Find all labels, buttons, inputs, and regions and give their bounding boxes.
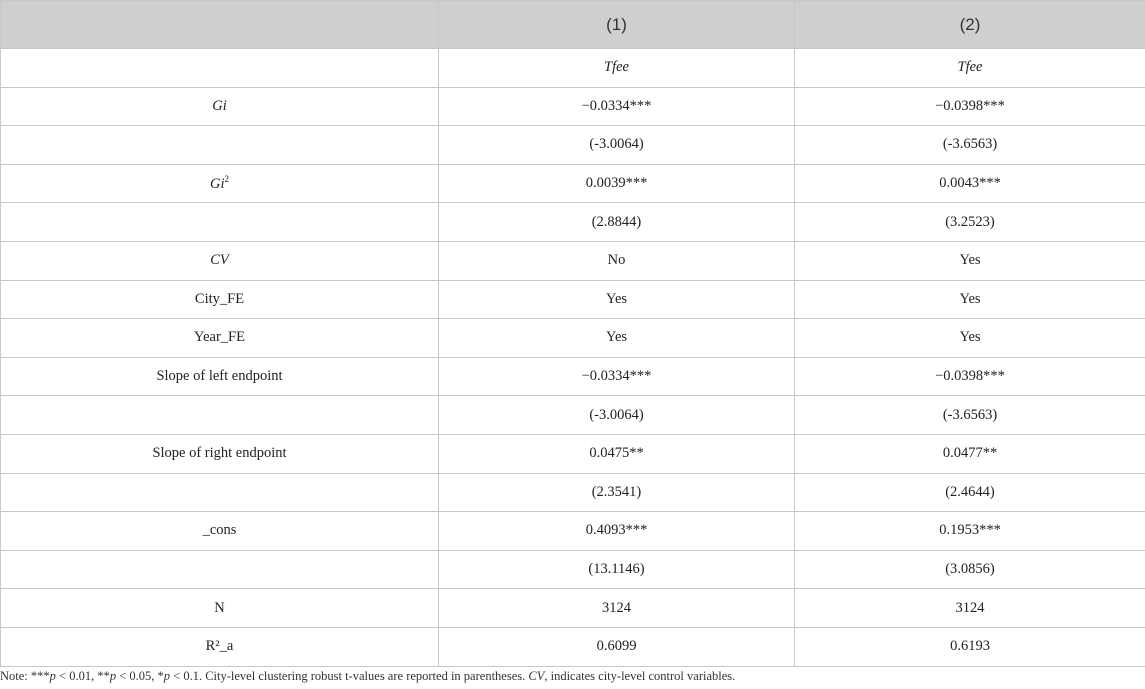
value-cell-model-1: −0.0334***: [439, 87, 795, 126]
value-cell-model-2: 0.0043***: [795, 164, 1145, 203]
note-t2: < 0.05, *: [116, 669, 164, 683]
value-cell-model-1: Yes: [439, 280, 795, 319]
row-label: R²_a: [205, 638, 234, 655]
table-row: [1, 280, 1145, 319]
row-label-cell: [1, 589, 439, 628]
value-cell-model-2: (3.2523): [795, 203, 1145, 242]
row-label: Gi: [210, 175, 225, 192]
row-label-cell: [1, 434, 439, 473]
row-label-cell: [1, 319, 439, 358]
row-label-superscript: 2: [224, 174, 229, 185]
value-cell-model-1: Yes: [439, 319, 795, 358]
value-cell-model-2: (2.4644): [795, 473, 1145, 512]
row-label-cell: [1, 164, 439, 203]
note-prefix: Note: ***: [0, 669, 50, 683]
row-label-cell: [1, 550, 439, 589]
header-cell-label: [1, 1, 439, 49]
row-label-cell: [1, 126, 439, 165]
value-cell-model-2: (-3.6563): [795, 126, 1145, 165]
table-row: [1, 319, 1145, 358]
value-cell-model-1: (13.1146): [439, 550, 795, 589]
table-row: [1, 87, 1145, 126]
note-t4: , indicates city-level control variables.: [544, 669, 736, 683]
value-cell-model-2: Yes: [795, 280, 1145, 319]
table-row: [1, 357, 1145, 396]
value-cell-model-2: 3124: [795, 589, 1145, 628]
value-cell-model-1: (2.8844): [439, 203, 795, 242]
row-label: Slope of right endpoint: [152, 445, 287, 462]
row-label-cell: [1, 49, 439, 88]
row-label: Slope of left endpoint: [156, 368, 283, 385]
note-p2: p: [109, 669, 117, 683]
table-row: [1, 550, 1145, 589]
note-p1: p: [49, 669, 56, 683]
row-label-cell: [1, 357, 439, 396]
row-label: City_FE: [194, 290, 245, 307]
value-cell-model-2: −0.0398***: [795, 87, 1145, 126]
value-cell-model-2: Tfee: [795, 49, 1145, 88]
value-cell-model-1: (2.3541): [439, 473, 795, 512]
row-label-cell: [1, 280, 439, 319]
row-label: N: [214, 599, 225, 616]
table-row: [1, 203, 1145, 242]
row-label-cell: [1, 203, 439, 242]
row-label: CV: [210, 252, 229, 269]
value-cell-model-2: Yes: [795, 241, 1145, 280]
value-cell-model-1: 0.6099: [439, 627, 795, 666]
row-label: Gi: [212, 97, 227, 114]
row-label-cell: [1, 473, 439, 512]
value-cell-model-1: 0.4093***: [439, 512, 795, 551]
header-cell-model-2: (2): [795, 1, 1145, 49]
table-row: [1, 627, 1145, 666]
value-cell-model-2: −0.0398***: [795, 357, 1145, 396]
value-cell-model-2: (3.0856): [795, 550, 1145, 589]
value-cell-model-2: 0.0477**: [795, 434, 1145, 473]
note-p3: p: [163, 669, 171, 683]
value-cell-model-1: −0.0334***: [439, 357, 795, 396]
value-cell-model-1: (-3.0064): [439, 396, 795, 435]
value-cell-model-1: 3124: [439, 589, 795, 628]
table-row: [1, 241, 1145, 280]
row-label-cell: [1, 87, 439, 126]
row-label-cell: [1, 512, 439, 551]
row-label: _cons: [202, 522, 237, 539]
row-label: Year_FE: [194, 329, 245, 346]
value-cell-model-2: (-3.6563): [795, 396, 1145, 435]
table-row: [1, 473, 1145, 512]
value-cell-model-2: 0.1953***: [795, 512, 1145, 551]
table-row: [1, 512, 1145, 551]
note-t3: < 0.1. City-level clustering robust t-values are reported in parentheses.: [170, 669, 529, 683]
table-body: [1, 49, 1145, 667]
row-label-cell: [1, 627, 439, 666]
value-cell-model-1: Tfee: [439, 49, 795, 88]
value-cell-model-1: No: [439, 241, 795, 280]
value-cell-model-1: (-3.0064): [439, 126, 795, 165]
table-row: [1, 49, 1145, 88]
value-cell-model-2: 0.6193: [795, 627, 1145, 666]
row-label-cell: [1, 241, 439, 280]
note-cv: CV: [528, 669, 545, 683]
value-cell-model-2: Yes: [795, 319, 1145, 358]
table-row: [1, 396, 1145, 435]
value-cell-model-1: 0.0475**: [439, 434, 795, 473]
table-note: [0, 669, 1145, 684]
row-label-cell: [1, 396, 439, 435]
header-cell-model-1: (1): [439, 1, 795, 49]
header-row: [1, 1, 1145, 49]
table-row: [1, 164, 1145, 203]
table-row: [1, 589, 1145, 628]
note-t1: < 0.01, **: [55, 669, 110, 683]
table-row: [1, 434, 1145, 473]
table-row: [1, 126, 1145, 165]
value-cell-model-1: 0.0039***: [439, 164, 795, 203]
